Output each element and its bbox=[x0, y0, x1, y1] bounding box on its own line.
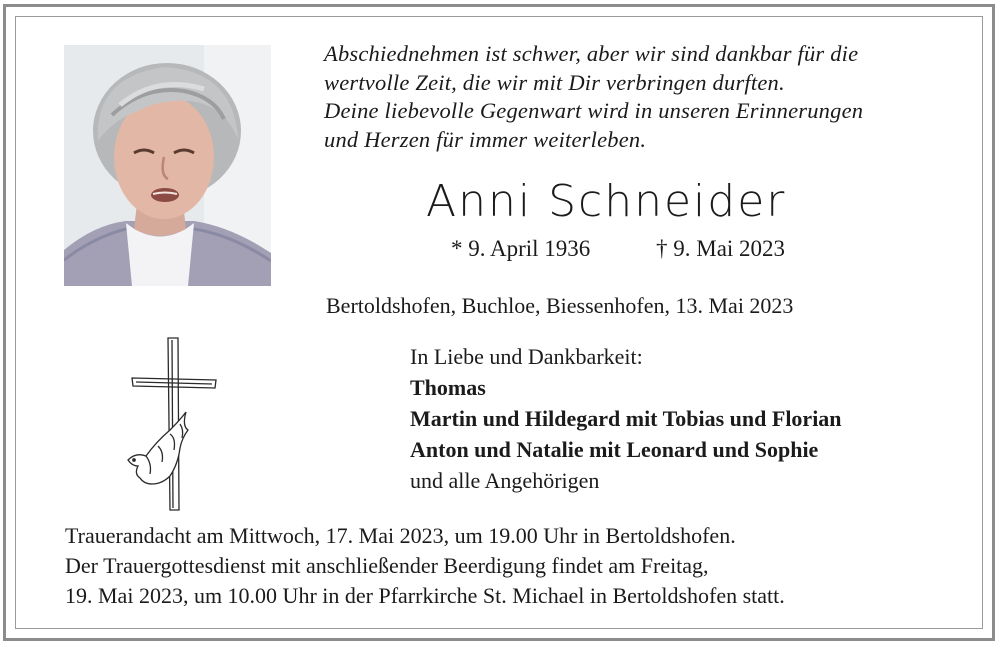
quote-line: und Herzen für immer weiterleben. bbox=[324, 126, 647, 152]
portrait-photo bbox=[64, 45, 271, 286]
memorial-quote bbox=[324, 40, 964, 154]
family-name: Martin und Hildegard mit Tobias und Florian bbox=[410, 406, 842, 431]
quote-line: Abschiednehmen ist schwer, aber wir sind dankbar für die bbox=[324, 41, 859, 66]
death-date: † 9. Mai 2023 bbox=[656, 236, 786, 261]
service-line: 19. Mai 2023, um 10.00 Uhr in der Pfarrkirche St. Michael in Bertoldshofen statt. bbox=[65, 583, 785, 608]
service-line: Trauerandacht am Mittwoch, 17. Mai 2023, um 19.00 Uhr in Bertoldshofen. bbox=[65, 523, 736, 548]
quote-line: Deine liebevolle Gegenwart wird in unseren Erinnerungen bbox=[324, 98, 864, 123]
quote-line: wertvolle Zeit, die wir mit Dir verbringen durften. bbox=[324, 69, 785, 95]
family-signature bbox=[410, 341, 842, 496]
place-and-date: Bertoldshofen, Buchloe, Biessenhofen, 13. Mai 2023 bbox=[326, 293, 794, 318]
service-info bbox=[65, 521, 785, 611]
birth-date: * 9. April 1936 bbox=[451, 236, 591, 261]
family-intro: In Liebe und Dankbarkeit: bbox=[410, 344, 643, 369]
family-closing: und alle Angehörigen bbox=[410, 468, 600, 493]
family-name: Thomas bbox=[410, 375, 486, 400]
deceased-name: Anni Schneider bbox=[426, 176, 787, 227]
family-name: Anton und Natalie mit Leonard und Sophie bbox=[410, 437, 819, 462]
cross-with-dove-icon bbox=[122, 334, 222, 514]
service-line: Der Trauergottesdienst mit anschließender Beerdigung findet am Freitag, bbox=[65, 553, 709, 578]
